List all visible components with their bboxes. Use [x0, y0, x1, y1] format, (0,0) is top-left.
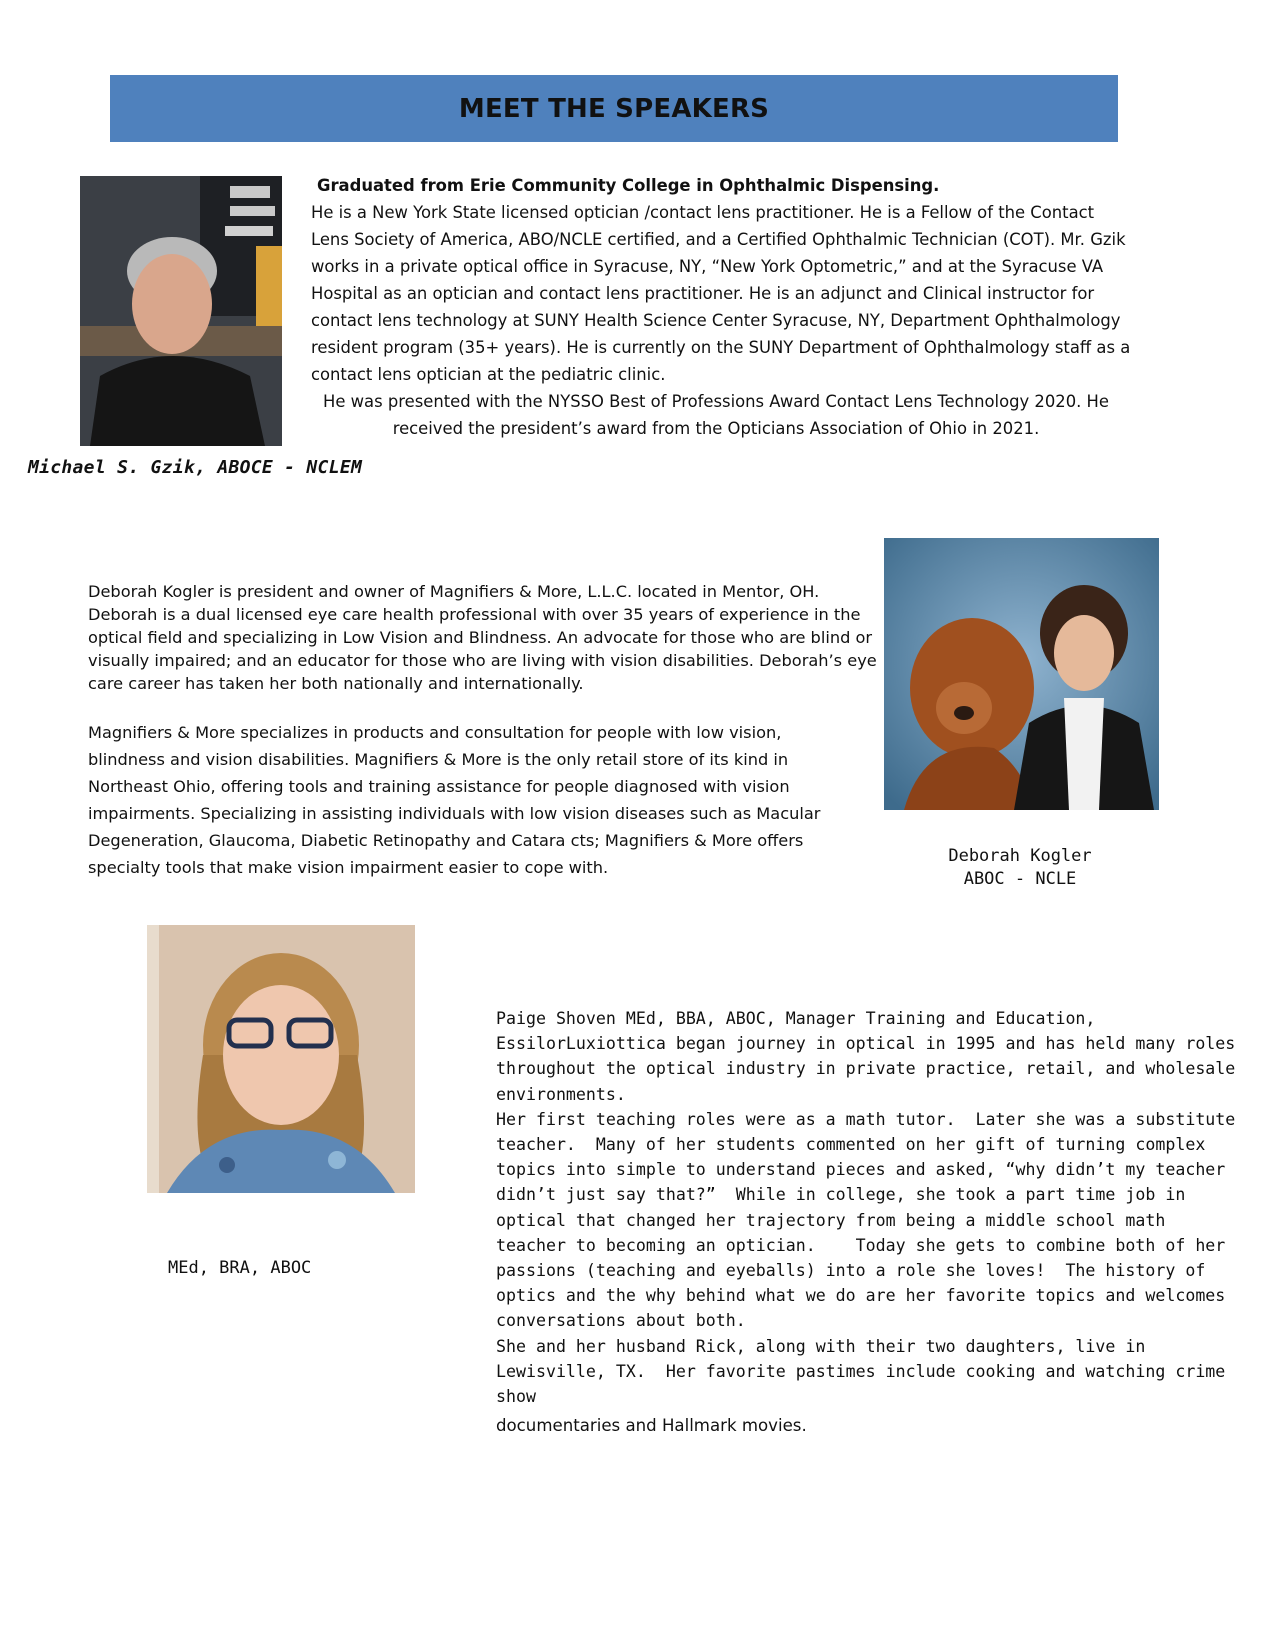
- speaker-bio-gzik: [311, 172, 1131, 442]
- speaker-photo-gzik: [80, 176, 282, 446]
- caption-credentials: ABOC - NCLE: [963, 869, 1077, 889]
- speaker-bio-kogler: Deborah Kogler is president and owner of Magnifiers & More, L.L.C. located in Mentor, OH. Deborah is a dual licensed eye care health professional with over 35 years of experience in the optical field and specializing in Low Vision and Blindness. An advocate for those who are blind or visually impaired; and an educator for those who are living with vision disabilities. Deborah’s eye care career has taken her both nationally and internationally.: [88, 582, 877, 693]
- speaker-photo-kogler: [884, 538, 1159, 810]
- bio-paragraph: Her first teaching roles were as a math tutor. Later she was a substitute teacher. Many of her students commented on her gift of turning complex topics into simple to understand pieces and asked, “why didn’t my teacher didn’t just say that?” While in college, she took a part time job in optical that changed her trajectory from being a middle school math teacher to becoming an optician. Today she gets to combine both of her passions (teaching and eyeballs) into a role she loves! The history of optics and the why behind what we do are her favorite topics and welcomes conversations about both.: [496, 1109, 1246, 1331]
- company-description: Magnifiers & More specializes in products and consultation for people with low vision, blindness and vision disabilities. Magnifiers & More is the only retail store of its kind in Northeast Ohio, offering tools and training assistance for people diagnosed with vision impairments. Specializing in assisting individuals with low vision diseases such as Macular Degeneration, Glaucoma, Diabetic Retinopathy and Catara cts; Magnifiers & More offers specialty tools that make vision impairment easier to cope with.: [88, 723, 821, 877]
- speaker-caption-kogler: [900, 845, 1140, 891]
- bio-paragraph: Paige Shoven MEd, BBA, ABOC, Manager Training and Education, EssilorLuxiottica began journey in optical in 1995 and has held many roles throughout the optical industry in private practice, retail, and wholesale environments.: [496, 1009, 1246, 1104]
- bio-paragraph: She and her husband Rick, along with their two daughters, live in Lewisville, TX. Her favorite pastimes include cooking and watching crime show: [496, 1336, 1236, 1407]
- bio-award: He was presented with the NYSSO Best of Professions Award Contact Lens Technology 2020. He received the president’s award from the Opticians Association of Ohio in 2021.: [323, 392, 1109, 438]
- bio-lead: Graduated from Erie Community College in Ophthalmic Dispensing.: [317, 176, 940, 195]
- page-title: MEET THE SPEAKERS: [458, 93, 770, 124]
- caption-name: Deborah Kogler: [948, 846, 1092, 866]
- bio-body: He is a New York State licensed optician /contact lens practitioner. He is a Fellow of the Contact Lens Society of America, ABO/NCLE certified, and a Certified Ophthalmic Technician (COT). Mr. Gzik works in a private optical office in Syracuse, NY, “New York Optometric,” and at the Syracuse VA Hospital as an optician and contact lens practitioner. He is an adjunct and Clinical instructor for contact lens technology at SUNY Health Science Center Syracuse, NY, Department Ophthalmology resident program (35+ years). He is currently on the SUNY Department of Ophthalmology staff as a contact lens optician at the pediatric clinic.: [311, 203, 1131, 384]
- speaker-bio-shoven: [496, 1006, 1246, 1438]
- speaker-caption-gzik: Michael S. Gzik, ABOCE - NCLEM: [28, 457, 363, 478]
- header-banner: [110, 75, 1118, 142]
- bio-paragraph: documentaries and Hallmark movies.: [496, 1416, 807, 1436]
- speaker-caption-shoven: MEd, BRA, ABOC: [168, 1258, 312, 1278]
- speaker-photo-shoven: [147, 925, 415, 1193]
